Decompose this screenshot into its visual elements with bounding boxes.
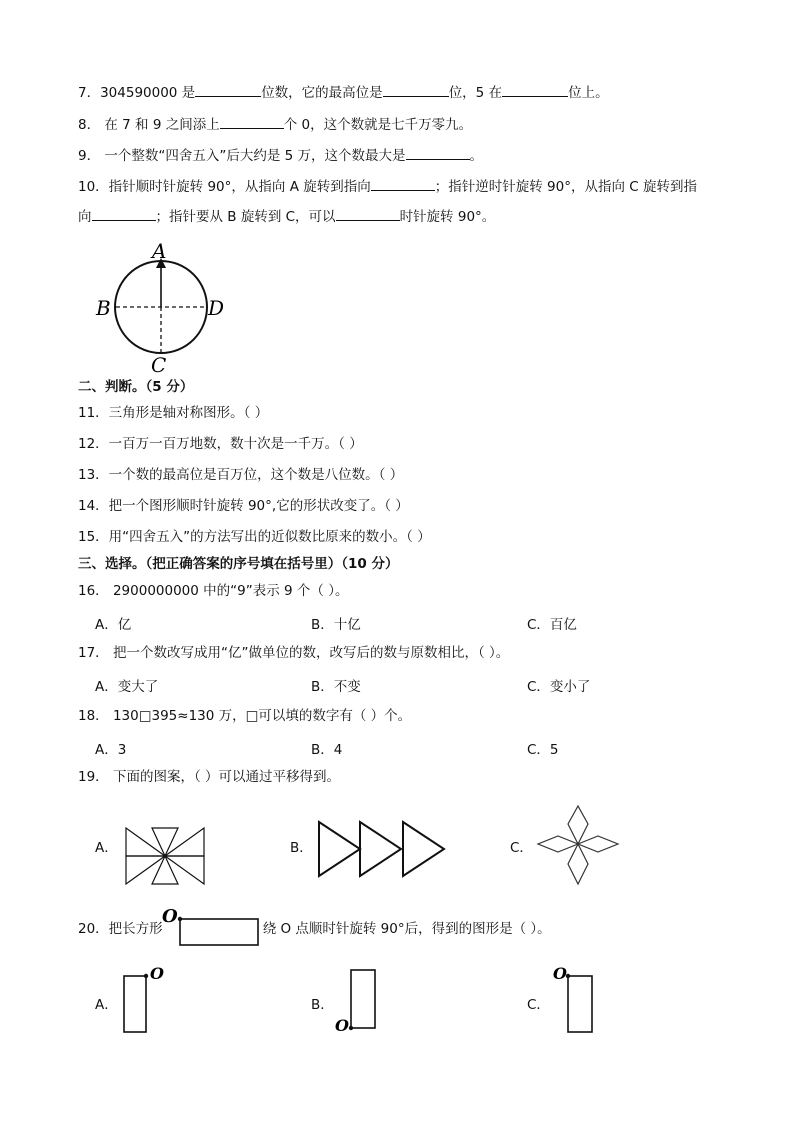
label-a: A (152, 239, 167, 263)
rhombus-shape (568, 844, 588, 884)
question-7: 7．304590000 是 位数，它的最高位是 位，5 在 位上。 (78, 82, 609, 102)
answer-blank[interactable] (336, 206, 400, 221)
option-c[interactable]: C． (527, 997, 550, 1013)
rhombus-shape (538, 836, 578, 852)
triangle-shape (360, 822, 401, 876)
option-b-figure (334, 964, 384, 1036)
judge-item: 12．一百万一百万地数，数十次是一千万。（ ） (78, 436, 363, 452)
option-a[interactable]: A．亿 (95, 617, 132, 633)
point-o-label: O (162, 906, 178, 927)
point-o (349, 1026, 353, 1030)
option-b[interactable]: B． (290, 840, 313, 856)
option-c[interactable]: C．5 (527, 742, 559, 758)
option-c[interactable]: C．变小了 (527, 679, 591, 695)
section-2-heading: 二、判断。（5 分） (78, 379, 194, 395)
answer-blank[interactable] (92, 206, 156, 221)
question-10-line1: 10．指针顺时针旋转 90°，从指向 A 旋转到指向 ；指针逆时针旋转 90°，从指向 C 旋转到指 (78, 176, 697, 196)
rhombus-flower-figure (536, 804, 620, 886)
rhombus-shape (568, 806, 588, 844)
point-o (144, 974, 148, 978)
section-3-heading: 三、选择。（把正确答案的序号填在括号里）（10 分） (78, 556, 399, 572)
question-18: 18． 130□395≈130 万，□可以填的数字有（ ）个。 (78, 708, 412, 724)
option-c[interactable]: C．百亿 (527, 617, 577, 633)
label-d: D (208, 296, 225, 320)
judge-item: 11．三角形是轴对称图形。（ ） (78, 405, 269, 421)
triangle-shape (403, 822, 444, 876)
pinwheel-figure (122, 826, 208, 886)
answer-blank[interactable] (502, 82, 568, 97)
judge-item: 14．把一个图形顺时针旋转 90°,它的形状改变了。（ ） (78, 498, 409, 514)
option-a[interactable]: A．3 (95, 742, 127, 758)
answer-blank[interactable] (406, 145, 470, 160)
pointer-circle-diagram (92, 238, 232, 378)
option-a-figure (118, 964, 170, 1036)
question-9: 9． 一个整数“四舍五入”后大约是 5 万，这个数最大是 。 (78, 145, 483, 165)
answer-blank[interactable] (220, 114, 284, 129)
question-10-line2: 向 ；指针要从 B 旋转到 C，可以 时针旋转 90°。 (78, 206, 495, 226)
question-8: 8． 在 7 和 9 之间添上 个 0，这个数就是七千万零九。 (78, 114, 472, 134)
label-c: C (151, 353, 167, 377)
question-16: 16． 2900000000 中的“9”表示 9 个（ ）。 (78, 583, 349, 599)
triangles-row-figure (316, 820, 450, 878)
option-c[interactable]: C． (510, 840, 533, 856)
triangle-shape (152, 856, 178, 884)
option-c-figure (552, 964, 602, 1036)
judge-item: 13．一个数的最高位是百万位，这个数是八位数。（ ） (78, 467, 404, 483)
option-a[interactable]: A． (95, 840, 118, 856)
rectangle-shape (124, 976, 146, 1032)
triangle-shape (319, 822, 360, 876)
label-b: B (96, 296, 111, 320)
option-b[interactable]: B．4 (311, 742, 343, 758)
point-o-label: O (150, 964, 164, 983)
question-17: 17． 把一个数改写成用“亿”做单位的数，改写后的数与原数相比，（ ）。 (78, 645, 510, 661)
rectangle-shape (180, 919, 258, 945)
rhombus-shape (578, 836, 618, 852)
rectangle-shape (568, 976, 592, 1032)
question-20: 20．把长方形 绕 O 点顺时针旋转 90°后，得到的图形是（ ）。 (78, 921, 551, 937)
question-19: 19． 下面的图案，（ ）可以通过平移得到。 (78, 769, 341, 785)
option-a[interactable]: A．变大了 (95, 679, 159, 695)
answer-blank[interactable] (195, 82, 261, 97)
option-b[interactable]: B． (311, 997, 334, 1013)
point-o-label: O (335, 1016, 349, 1035)
judge-item: 15．用“四舍五入”的方法写出的近似数比原来的数小。（ ） (78, 529, 431, 545)
point-o-label: O (553, 964, 567, 983)
rectangle-with-point-o (160, 904, 264, 950)
point-o (178, 917, 182, 921)
answer-blank[interactable] (371, 176, 435, 191)
triangle-shape (152, 828, 178, 856)
option-b[interactable]: B．十亿 (311, 617, 361, 633)
option-b[interactable]: B．不变 (311, 679, 361, 695)
option-a[interactable]: A． (95, 997, 118, 1013)
rectangle-shape (351, 970, 375, 1028)
answer-blank[interactable] (383, 82, 449, 97)
